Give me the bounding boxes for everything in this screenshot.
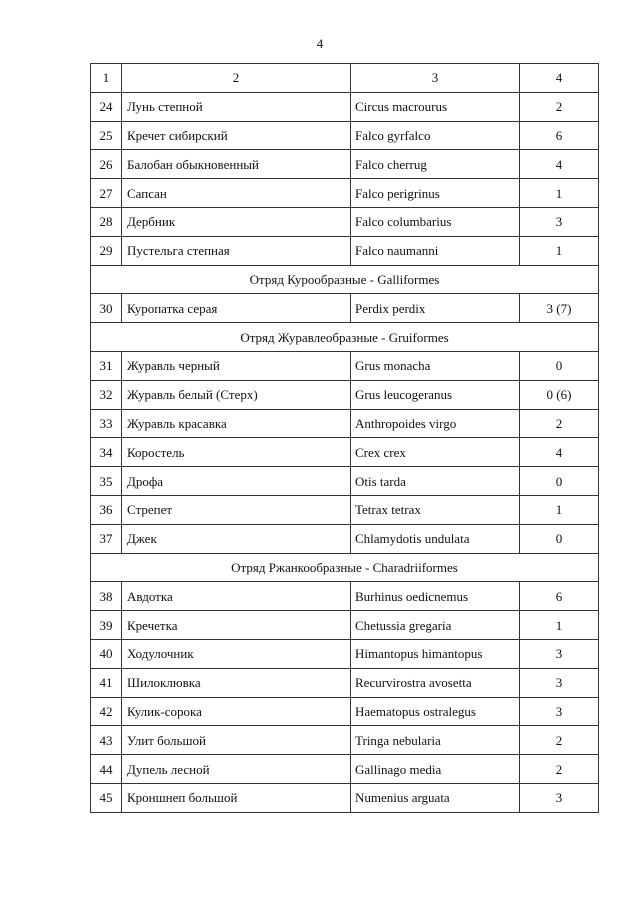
species-table [90,63,599,813]
russian-name: Кроншнеп большой [122,783,351,812]
status-category: 3 [520,207,599,236]
order-group-label: Отряд Журавлеобразные - Gruiformes [91,323,599,352]
table-row [91,121,599,150]
table-row [91,351,599,380]
row-number: 30 [91,294,122,323]
table-row [91,409,599,438]
row-number: 42 [91,697,122,726]
table-row [91,207,599,236]
row-number: 32 [91,380,122,409]
latin-name: Falco naumanni [351,236,520,265]
table-row [91,611,599,640]
status-category: 6 [520,121,599,150]
row-number: 35 [91,467,122,496]
latin-name: Grus monacha [351,351,520,380]
row-number: 37 [91,524,122,553]
table-row [91,495,599,524]
table-row [91,783,599,812]
table-row [91,438,599,467]
latin-name: Chetussia gregaria [351,611,520,640]
status-category: 0 (6) [520,380,599,409]
latin-name: Falco columbarius [351,207,520,236]
latin-name: Grus leucogeranus [351,380,520,409]
row-number: 25 [91,121,122,150]
page-number: 4 [316,36,324,51]
table-row [91,150,599,179]
russian-name: Балобан обыкновенный [122,150,351,179]
row-number: 45 [91,783,122,812]
table-row [91,524,599,553]
status-category: 1 [520,495,599,524]
russian-name: Ходулочник [122,639,351,668]
russian-name: Дрофа [122,467,351,496]
russian-name: Кречет сибирский [122,121,351,150]
table-row [91,380,599,409]
order-group-row [91,553,599,582]
row-number: 31 [91,351,122,380]
status-category: 3 [520,783,599,812]
status-category: 3 (7) [520,294,599,323]
russian-name: Кречетка [122,611,351,640]
row-number: 39 [91,611,122,640]
header-cell-4: 4 [520,64,599,93]
status-category: 3 [520,668,599,697]
row-number: 24 [91,92,122,121]
status-category: 2 [520,409,599,438]
latin-name: Falco gyrfalco [351,121,520,150]
status-category: 2 [520,726,599,755]
latin-name: Perdix perdix [351,294,520,323]
row-number: 44 [91,755,122,784]
latin-name: Otis tarda [351,467,520,496]
latin-name: Circus macrourus [351,92,520,121]
latin-name: Falco cherrug [351,150,520,179]
row-number: 43 [91,726,122,755]
status-category: 1 [520,611,599,640]
latin-name: Falco perigrinus [351,179,520,208]
row-number: 34 [91,438,122,467]
row-number: 33 [91,409,122,438]
russian-name: Пустельга степная [122,236,351,265]
row-number: 38 [91,582,122,611]
table-row [91,755,599,784]
russian-name: Джек [122,524,351,553]
status-category: 6 [520,582,599,611]
russian-name: Коростель [122,438,351,467]
latin-name: Chlamydotis undulata [351,524,520,553]
russian-name: Шилоклювка [122,668,351,697]
table-row [91,467,599,496]
table-row [91,179,599,208]
header-cell-1: 1 [91,64,122,93]
latin-name: Anthropoides virgo [351,409,520,438]
table-row [91,668,599,697]
russian-name: Авдотка [122,582,351,611]
latin-name: Gallinago media [351,755,520,784]
order-group-row [91,323,599,352]
russian-name: Журавль черный [122,351,351,380]
row-number: 41 [91,668,122,697]
row-number: 40 [91,639,122,668]
latin-name: Haematopus ostralegus [351,697,520,726]
status-category: 0 [520,467,599,496]
status-category: 1 [520,179,599,208]
latin-name: Tetrax tetrax [351,495,520,524]
table-row [91,697,599,726]
row-number: 36 [91,495,122,524]
status-category: 0 [520,351,599,380]
header-row [91,64,599,93]
table-row [91,294,599,323]
russian-name: Стрепет [122,495,351,524]
table-row [91,582,599,611]
latin-name: Numenius arguata [351,783,520,812]
russian-name: Улит большой [122,726,351,755]
status-category: 3 [520,697,599,726]
row-number: 26 [91,150,122,179]
russian-name: Журавль белый (Стерх) [122,380,351,409]
russian-name: Сапсан [122,179,351,208]
header-cell-2: 2 [122,64,351,93]
status-category: 4 [520,150,599,179]
latin-name: Tringa nebularia [351,726,520,755]
russian-name: Куропатка серая [122,294,351,323]
latin-name: Himantopus himantopus [351,639,520,668]
status-category: 1 [520,236,599,265]
status-category: 2 [520,755,599,784]
table-row [91,726,599,755]
russian-name: Дербник [122,207,351,236]
latin-name: Recurvirostra avosetta [351,668,520,697]
russian-name: Лунь степной [122,92,351,121]
russian-name: Журавль красавка [122,409,351,438]
status-category: 3 [520,639,599,668]
latin-name: Crex crex [351,438,520,467]
header-cell-3: 3 [351,64,520,93]
row-number: 29 [91,236,122,265]
table-row [91,236,599,265]
status-category: 2 [520,92,599,121]
status-category: 0 [520,524,599,553]
row-number: 27 [91,179,122,208]
russian-name: Кулик-сорока [122,697,351,726]
status-category: 4 [520,438,599,467]
order-group-label: Отряд Курообразные - Galliformes [91,265,599,294]
latin-name: Burhinus oedicnemus [351,582,520,611]
russian-name: Дупель лесной [122,755,351,784]
order-group-label: Отряд Ржанкообразные - Charadriiformes [91,553,599,582]
table-row [91,639,599,668]
row-number: 28 [91,207,122,236]
order-group-row [91,265,599,294]
table-row [91,92,599,121]
